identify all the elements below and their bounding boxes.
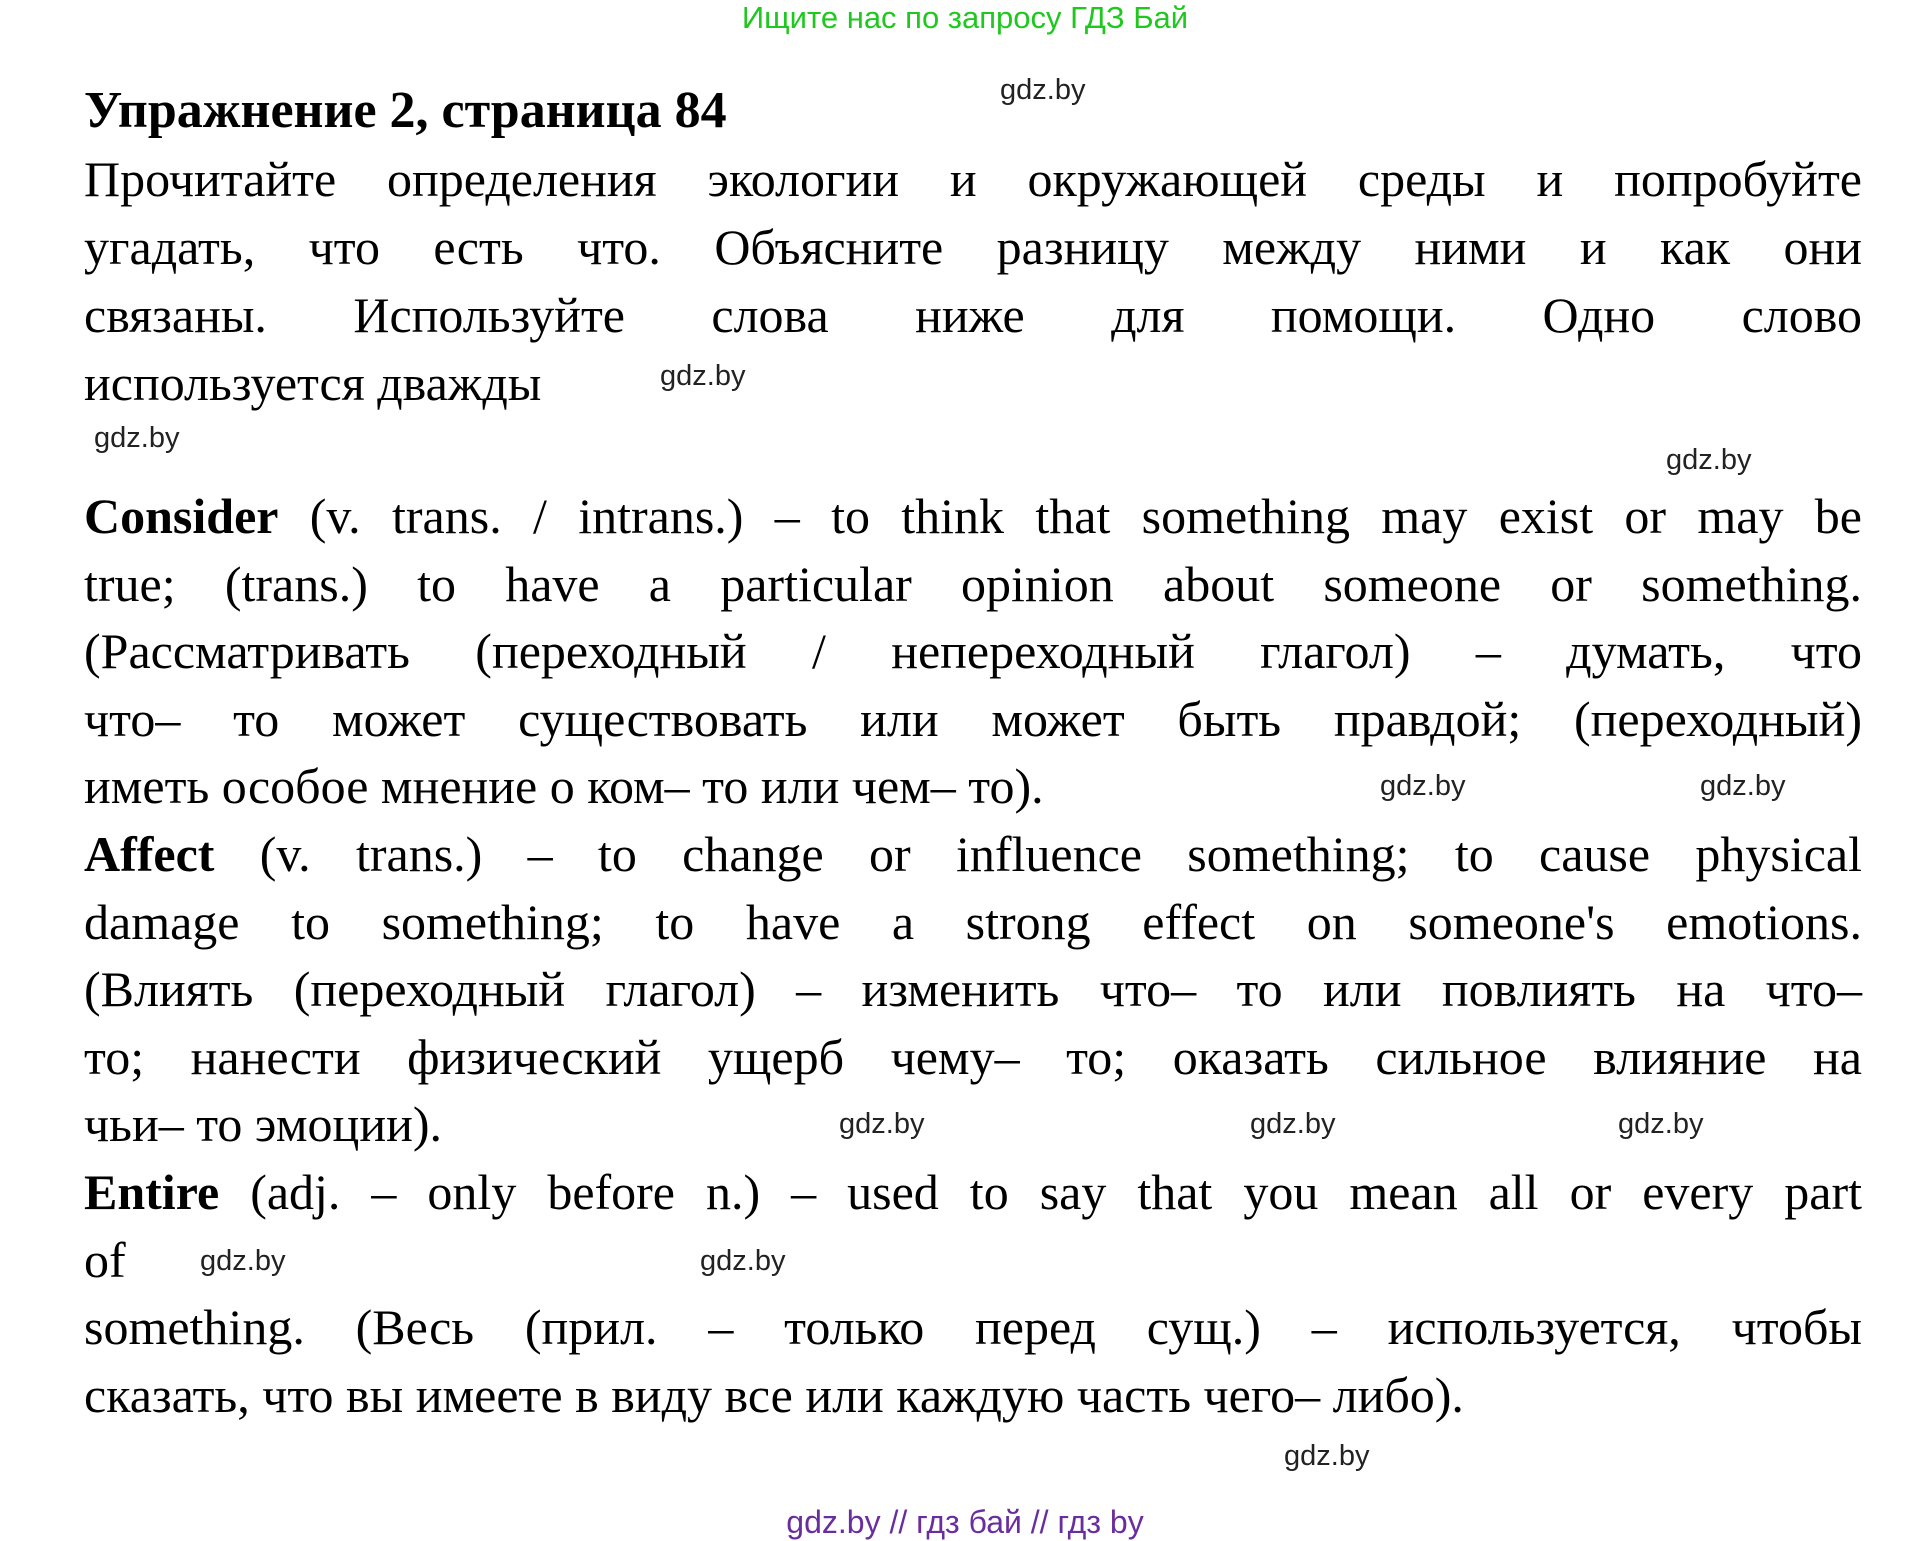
watermark: gdz.by	[1000, 74, 1086, 106]
headword: Consider	[84, 488, 279, 544]
page-title: Упражнение 2, страница 84	[84, 82, 727, 139]
instruction-line: используется дважды	[84, 355, 542, 411]
watermark: gdz.by	[700, 1245, 786, 1277]
definition-line	[84, 820, 1862, 888]
watermark: gdz.by	[1700, 770, 1786, 802]
definition-text: something. (Весь (прил. – только перед сущ.) – используется, чтобы	[84, 1299, 1862, 1356]
definition-text: (v. trans. / intrans.) – to think that something may exist or may be	[278, 488, 1862, 544]
definition-line	[84, 482, 1862, 550]
watermark: gdz.by	[1284, 1440, 1370, 1472]
definition-text: (Рассматривать (переходный / непереходный глагол) – думать, что	[84, 623, 1862, 680]
definition-text: иметь особое мнение о ком– то или чем– то).	[84, 758, 1044, 815]
definition-line	[84, 617, 1862, 685]
headword: Entire	[84, 1164, 220, 1220]
watermark: gdz.by	[1618, 1108, 1704, 1140]
watermark: gdz.by	[1380, 770, 1466, 802]
definition-line	[84, 955, 1862, 1023]
definition-text: true; (trans.) to have a particular opinion about someone or something.	[84, 555, 1862, 612]
instruction-line: угадать, что есть что. Объясните разницу между ними и как они	[84, 219, 1862, 275]
definition-text: что– то может существовать или может быть правдой; (переходный)	[84, 690, 1862, 747]
definition-text: damage to something; to have a strong effect on someone's emotions.	[84, 893, 1862, 950]
instruction-line: связаны. Используйте слова ниже для помощи. Одно слово	[84, 287, 1862, 343]
definition-line	[84, 1090, 442, 1158]
footer-links: gdz.by // гдз бай // гдз by	[786, 1504, 1144, 1540]
headword: Affect	[84, 826, 215, 882]
watermark: gdz.by	[200, 1245, 286, 1277]
watermark: gdz.by	[660, 360, 746, 392]
watermark: gdz.by	[839, 1108, 925, 1140]
definition-line	[84, 1361, 1464, 1429]
definition-text: то; нанести физический ущерб чему– то; оказать сильное влияние на	[84, 1028, 1862, 1085]
definition-text: of	[84, 1231, 126, 1288]
search-banner: Ищите нас по запросу ГДЗ Бай	[741, 0, 1189, 35]
definition-line	[84, 1226, 126, 1294]
watermark: gdz.by	[94, 422, 180, 454]
definition-text: (adj. – only before n.) – used to say that you mean all or every part	[219, 1164, 1862, 1220]
definition-line	[84, 1158, 1862, 1226]
definition-line	[84, 1293, 1862, 1361]
watermark: gdz.by	[1666, 444, 1752, 476]
definition-line	[84, 888, 1862, 956]
definition-line	[84, 752, 1044, 820]
definition-line	[84, 550, 1862, 618]
definition-line	[84, 685, 1862, 753]
definition-line	[84, 1023, 1862, 1091]
definition-text: чьи– то эмоции).	[84, 1096, 442, 1153]
instruction-line: Прочитайте определения экологии и окружающей среды и попробуйте	[84, 151, 1862, 207]
definition-text: (Влиять (переходный глагол) – изменить что– то или повлиять на что–	[84, 961, 1862, 1018]
definition-text: сказать, что вы имеете в виду все или каждую часть чего– либо).	[84, 1366, 1464, 1423]
definition-text: (v. trans.) – to change or influence something; to cause physical	[214, 826, 1862, 882]
watermark: gdz.by	[1250, 1108, 1336, 1140]
